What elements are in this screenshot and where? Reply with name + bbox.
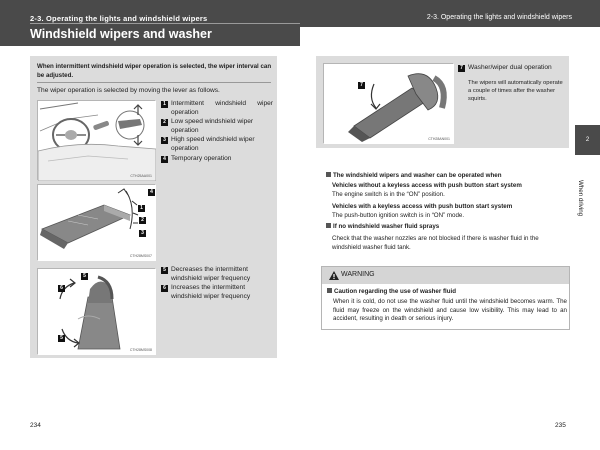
note-subheading: Vehicles without a keyless access with push button start system (332, 182, 522, 189)
note-text: The engine switch is in the “ON” position. (332, 191, 445, 198)
figure-code: CTH28MS007 (129, 254, 152, 258)
dashboard-illustration (38, 101, 156, 181)
list-item-text: Decreases the intermittent windshield wiper frequency (171, 266, 251, 282)
dashboard-figure (37, 100, 155, 180)
figure-code: CTH25AA001 (130, 174, 152, 178)
callout-7: 7 (358, 82, 365, 89)
interval-list (161, 266, 273, 302)
header-divider (30, 23, 300, 24)
hand-pulling-lever-illustration (324, 64, 454, 144)
warning-box (321, 266, 570, 330)
list-item-text: Washer/wiper dual operation (468, 64, 552, 71)
list-number: 4 (161, 156, 168, 163)
list-item-text: Low speed windshield wiper operation (171, 118, 254, 134)
list-item (161, 266, 273, 283)
list-item (161, 155, 273, 164)
note-heading-operation (326, 172, 569, 181)
list-item-text: High speed windshield wiper operation (171, 136, 255, 152)
note-text: The push-button ignition switch is in “ON” mode. (332, 212, 465, 219)
warning-heading (327, 288, 456, 295)
warning-label: WARNING (341, 271, 375, 278)
callout-6: 6 (58, 285, 65, 292)
bullet-square-icon (326, 223, 331, 228)
washer-operation-panel (316, 56, 569, 148)
list-item-text: Intermittent windshield wiper operation (171, 100, 273, 116)
page-number-right: 235 (555, 422, 566, 429)
list-number: 7 (458, 65, 465, 72)
left-section-label: 2-3. Operating the lights and windshield wipers (30, 14, 208, 23)
wiper-operation-panel (30, 56, 277, 358)
list-number: 3 (161, 137, 168, 144)
wiper-mode-list (161, 100, 273, 164)
figure-code: CTH28MS008 (129, 348, 152, 352)
chapter-label: When driving (577, 180, 584, 217)
intro-text: The wiper operation is selected by moving the lever as follows. (37, 87, 220, 94)
callout-1: 1 (138, 205, 145, 212)
list-item (161, 118, 273, 135)
wiper-lever-figure (37, 184, 155, 260)
intro-bold-text: When intermittent windshield wiper operation is selected, the wiper interval can be adjusted. (37, 63, 272, 79)
callout-2: 2 (139, 217, 146, 224)
callout-3: 3 (139, 230, 146, 237)
washer-item (458, 64, 564, 103)
list-item (161, 100, 273, 117)
left-page-header (0, 0, 300, 46)
warning-triangle-icon (329, 271, 339, 280)
bullet-square-icon (327, 288, 332, 293)
page-number-left: 234 (30, 422, 41, 429)
right-page-header (300, 0, 600, 27)
note-subheading: Vehicles with a keyless access with push button start system (332, 203, 513, 210)
note-text: Check that the washer nozzles are not blocked if there is washer fluid in the windshield washer fluid tank. (332, 235, 539, 251)
right-section-label: 2-3. Operating the lights and windshield wipers (426, 14, 572, 21)
callout-5: 5 (81, 273, 88, 280)
figure-code: CTH28AN001 (428, 137, 450, 141)
note-heading-fluid (326, 223, 569, 232)
note-heading-text: The windshield wipers and washer can be operated when (333, 172, 502, 179)
washer-lever-figure (323, 63, 453, 143)
list-item-text: Increases the intermittent windshield wiper frequency (171, 284, 251, 300)
list-item-text: Temporary operation (171, 154, 232, 162)
list-item (161, 284, 273, 301)
callout-4: 4 (148, 189, 155, 196)
warning-text: When it is cold, do not use the washer fluid until the windshield becomes warm. The fluid may freeze on the windshield and cause low visibility. This may lead to an accident, resulting in death or serious injury. (333, 298, 567, 323)
intro-divider (37, 82, 271, 83)
interval-adjust-figure (37, 268, 155, 354)
chapter-tab[interactable]: 2 (575, 125, 600, 155)
list-number: 2 (161, 119, 168, 126)
washer-description: The wipers will automatically operate a couple of times after the washer squirts. (468, 79, 563, 102)
callout-5: 5 (58, 335, 65, 342)
rotating-switch-illustration (38, 269, 156, 355)
bullet-square-icon (326, 172, 331, 177)
list-number: 6 (161, 285, 168, 292)
list-number: 1 (161, 101, 168, 108)
warning-header (322, 267, 569, 284)
page-title: Windshield wipers and washer (30, 27, 212, 41)
list-number: 5 (161, 267, 168, 274)
list-item (458, 64, 564, 73)
note-heading-text: If no windshield washer fluid sprays (333, 223, 440, 230)
list-item (161, 136, 273, 153)
warning-heading-text: Caution regarding the use of washer fluid (334, 288, 457, 295)
